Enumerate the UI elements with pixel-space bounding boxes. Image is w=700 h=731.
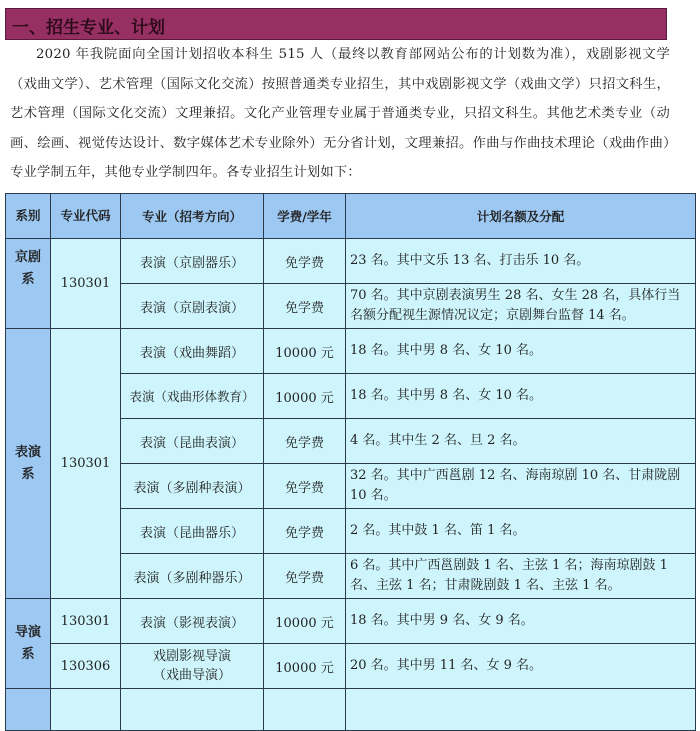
major-cell: 表演（京剧器乐） (121, 239, 264, 284)
plan-cell (346, 689, 696, 731)
fee-cell: 免学费 (264, 419, 346, 464)
header-major: 专业（招考方向） (121, 194, 264, 239)
enrollment-plan-table (5, 193, 696, 731)
major-cell: 戏剧影视导演（戏曲导演） (121, 644, 264, 689)
major-cell: 表演（京剧表演） (121, 284, 264, 329)
fee-cell: 免学费 (264, 554, 346, 599)
major-cell: 表演（影视表演） (121, 599, 264, 644)
fee-cell: 免学费 (264, 509, 346, 554)
major-cell: 表演（戏曲舞蹈） (121, 329, 264, 374)
section-title: 一、招生专业、计划 (12, 18, 165, 38)
dept-cell: 表演系 (6, 329, 51, 599)
table-row (6, 239, 696, 284)
major-cell (121, 689, 264, 731)
table-row (6, 599, 696, 644)
fee-cell: 10000 元 (264, 329, 346, 374)
fee-cell: 10000 元 (264, 599, 346, 644)
code-cell: 130301 (51, 599, 121, 644)
plan-cell: 32 名。其中广西邕剧 12 名、海南琼剧 10 名、甘肃陇剧 10 名。 (346, 464, 696, 509)
plan-cell: 20 名。其中男 11 名、女 9 名。 (346, 644, 696, 689)
section-banner (5, 8, 667, 40)
plan-cell: 18 名。其中男 8 名、女 10 名。 (346, 374, 696, 419)
header-plan: 计划名额及分配 (346, 194, 696, 239)
intro-paragraph: 2020 年我院面向全国计划招收本科生 515 人（最终以教育部网站公布的计划数为准），戏剧影视文学（戏曲文学）、艺术管理（国际文化交流）按照普通类专业招生，其中戏剧影视文学（戏曲文学）只招文科生，艺术管理（国际文化交流）文理兼招。文化产业管理专业属于普通类专业，只招文科生。其他艺术类专业（动画、绘画、视觉传达设计、数字媒体艺术专业除外）无分省计划，文理兼招。作曲与作曲技术理论（戏曲作曲）专业学制五年，其他专业学制四年。各专业招生计划如下： (10, 47, 670, 180)
dept-cell: 京剧系 (6, 239, 51, 329)
major-cell: 表演（戏曲形体教育） (121, 374, 264, 419)
table-row-partial (6, 689, 696, 731)
fee-cell (264, 689, 346, 731)
dept-cell (6, 689, 51, 731)
plan-cell: 23 名。其中文乐 13 名、打击乐 10 名。 (346, 239, 696, 284)
plan-cell: 18 名。其中男 8 名、女 10 名。 (346, 329, 696, 374)
plan-cell: 6 名。其中广西邕剧鼓 1 名、主弦 1 名；海南琼剧鼓 1 名、主弦 1 名；甘肃陇剧鼓 1 名、主弦 1 名。 (346, 554, 696, 599)
fee-cell: 免学费 (264, 239, 346, 284)
fee-cell: 10000 元 (264, 374, 346, 419)
header-dept: 系别 (6, 194, 51, 239)
major-cell: 表演（多剧种表演） (121, 464, 264, 509)
table-row (6, 329, 696, 374)
table-row (6, 644, 696, 689)
major-cell: 表演（昆曲器乐） (121, 509, 264, 554)
plan-cell: 70 名。其中京剧表演男生 28 名、女生 28 名，具体行当名额分配视生源情况议定；京剧舞台监督 14 名。 (346, 284, 696, 329)
fee-cell: 免学费 (264, 464, 346, 509)
fee-cell: 10000 元 (264, 644, 346, 689)
dept-cell: 导演系 (6, 599, 51, 689)
header-code: 专业代码 (51, 194, 121, 239)
code-cell (51, 689, 121, 731)
code-cell: 130306 (51, 644, 121, 689)
fee-cell: 免学费 (264, 284, 346, 329)
plan-cell: 4 名。其中生 2 名、旦 2 名。 (346, 419, 696, 464)
plan-cell: 2 名。其中鼓 1 名、笛 1 名。 (346, 509, 696, 554)
header-fee: 学费/学年 (264, 194, 346, 239)
plan-cell: 18 名。其中男 9 名、女 9 名。 (346, 599, 696, 644)
major-cell: 表演（昆曲表演） (121, 419, 264, 464)
major-cell: 表演（多剧种器乐） (121, 554, 264, 599)
code-cell: 130301 (51, 329, 121, 599)
table-header-row (6, 194, 696, 239)
code-cell: 130301 (51, 239, 121, 329)
